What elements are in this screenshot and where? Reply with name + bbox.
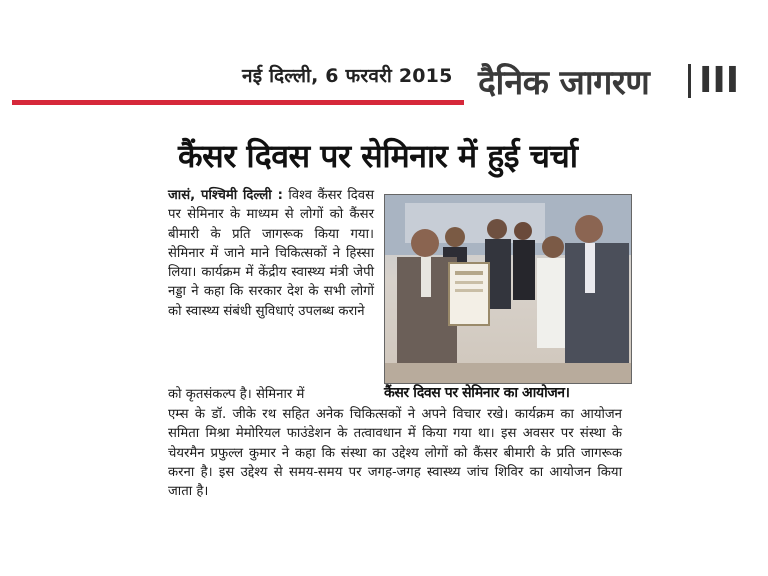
newspaper-masthead: दैनिक जागरण [478, 63, 650, 103]
article-body-start: विश्व कैंसर दिवस पर सेमिनार के माध्यम से लोगों को कैंसर बीमारी के प्रति जागरूक किया गया। सेमिनार में जाने माने चिकित्सकों ने हिस्सा लिया। कार्यक्रम में केंद्रीय स्वास्थ्य मंत्री जेपी नड्डा ने कहा कि सरकार देश के सभी लोगों को स्वास्थ्य संबंधी सुविधाएं उपलब्ध कराने [168, 188, 374, 319]
photo-caption: कैंसर दिवस पर सेमिनार का आयोजन। [384, 385, 570, 401]
page-number [688, 60, 739, 101]
article-dateline: जासं, पश्चिमी दिल्ली : [168, 188, 283, 203]
page-number-label: III [699, 60, 740, 101]
header-date: नई दिल्ली, 6 फरवरी 2015 [242, 65, 453, 87]
article-column-text [168, 186, 374, 321]
header-red-rule [12, 100, 464, 105]
masthead-separator [688, 64, 691, 98]
article-photo [384, 194, 632, 384]
article-headline: कैंसर दिवस पर सेमिनार में हुई चर्चा [178, 137, 578, 175]
article-column-tail: को कृतसंकल्प है। सेमिनार में [168, 387, 305, 402]
photo-illustration [385, 195, 631, 383]
article-full-width-text: एम्स के डॉ. जीके रथ सहित अनेक चिकित्सकों ने अपने विचार रखे। कार्यक्रम का आयोजन समिता मिश्रा मेमोरियल फाउंडेशन के तत्वावधान में किया गया था। इस अवसर पर संस्था के चेयरमैन प्रफुल्ल कुमार ने कहा कि संस्था का उद्देश्य लोगों को कैंसर बीमारी के प्रति जागरूक करना है। इस उद्देश्य से समय-समय पर जगह-जगह स्वास्थ्य जांच शिविर का आयोजन किया जाता है। [168, 407, 622, 500]
